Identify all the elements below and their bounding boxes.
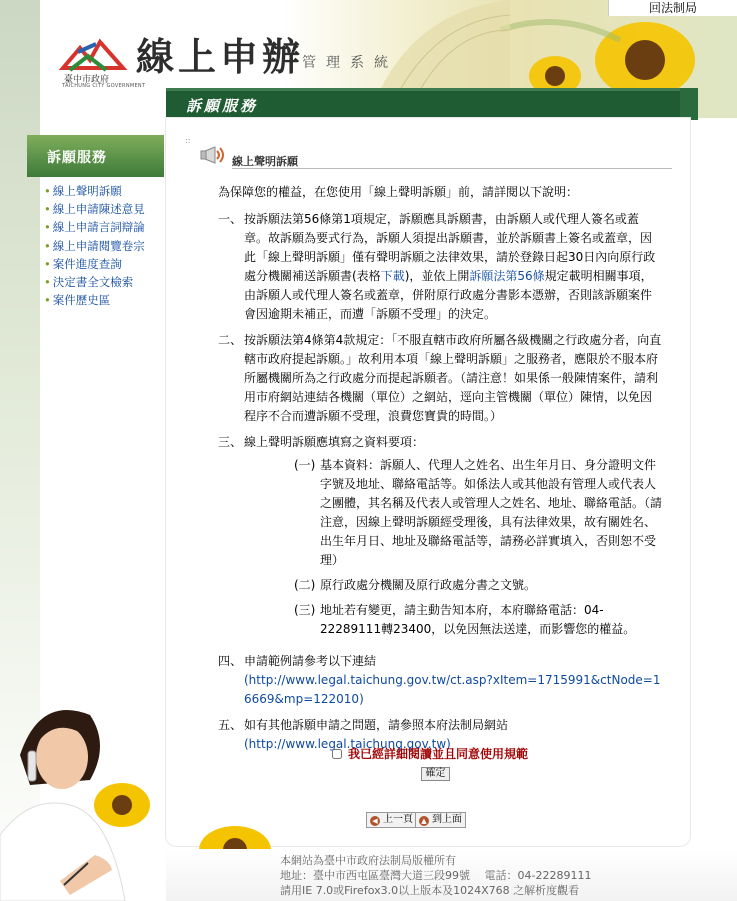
footer-copyright: 本網站為臺中市政府法制局版權所有 — [280, 854, 456, 867]
customer-service-photo — [0, 685, 150, 901]
logo-en-text: TAICHUNG CITY GOVERNMENT — [62, 83, 146, 89]
item-heading: 如有其他訴願申請之問題，請參照本府法制局網站 — [244, 718, 509, 732]
logo-cn-text: 臺中市政府 — [64, 75, 110, 85]
sidebar-item-progress[interactable]: • 案件進度查詢 — [44, 255, 164, 273]
sub-item-text: 地址若有變更，請主動告知本府，本府聯絡電話：04-22289111轉23400，以免因無法送達，而影響您的權益。 — [320, 603, 636, 636]
section-title: 線上聲明訴願 — [232, 155, 298, 168]
to-top-button[interactable] — [415, 812, 466, 828]
sidebar-item-file-review[interactable]: • 線上申請閱覽卷宗 — [44, 237, 164, 255]
footer-browser-note: 請用IE 7.0或Firefox3.0以上版本及1024X768 之解析度觀看 — [280, 884, 580, 897]
sub-item-number: (一) — [294, 458, 316, 472]
instruction-item-3 — [196, 433, 662, 645]
instruction-item-2 — [196, 331, 662, 426]
sidebar-heading-label: 訴願服務 — [47, 150, 107, 166]
book-decoration — [380, 0, 510, 90]
legal-bureau-url-link[interactable]: (http://www.legal.taichung.gov.tw) — [244, 737, 451, 751]
instruction-item-4 — [196, 652, 662, 709]
up-arrow-icon: ▲ — [419, 816, 429, 826]
item-number: 一、 — [218, 212, 243, 226]
example-url-link[interactable]: (http://www.legal.taichung.gov.tw/ct.asp?xItem=1715991&ctNode=16669&mp=122010) — [244, 673, 661, 706]
sub-item-number: (二) — [294, 578, 316, 592]
megaphone-icon — [199, 141, 231, 171]
section-tab-bar — [166, 88, 690, 121]
section-divider — [232, 168, 672, 169]
to-top-label: 到上面 — [432, 814, 462, 825]
sidebar-item-history[interactable]: • 案件歷史區 — [44, 291, 164, 309]
agree-text: 我已經詳細閱讀並且同意使用規範 — [348, 747, 529, 761]
sidebar-menu — [44, 182, 164, 309]
item-text — [244, 433, 662, 645]
item-heading: 線上聲明訴願應填寫之資料要項： — [244, 435, 425, 449]
sub-item-number: (三) — [294, 603, 316, 617]
sidebar-heading — [27, 135, 164, 177]
back-to-legal-bureau-link[interactable]: 回法制局 — [608, 0, 737, 16]
item-text-part: 按訴願法第56條第1項規定，訴願應具訴願書，由訴願人或代理人簽名或蓋章。故訴願為要式行為，訴願人須提出訴願書，並於訴願書上簽名或蓋章，因此「線上聲明訴願」僅有聲明訴願之法律效果，請於登錄日起30日內向原行政處分機關補送訴願書(表格 — [244, 212, 656, 283]
sub-item-text: 基本資料：訴願人、代理人之姓名、出生年月日、身分證明文件字號及地址、聯絡電話等。如係法人或其他設有管理人或代表人之團體，其名稱及代表人或管理人之姓名、地址、聯絡電話。（請注意，因線上聲明訴願經受理後，具有法律效果，故有關姓名、出生年月日、地址及聯絡電話等，請務必詳實填入，否則恕不受理） — [320, 458, 663, 567]
instruction-item-1 — [196, 210, 662, 324]
back-arrow-icon: ◀ — [370, 816, 380, 826]
item-text — [244, 210, 662, 324]
sub-item-text: 原行政處分機關及原行政處分書之文號。 — [320, 578, 537, 592]
item-number: 五、 — [218, 718, 243, 732]
item-text-part: )，並依上開 — [404, 269, 470, 283]
sidebar-item-oral-argument[interactable]: • 線上申請言詞辯論 — [44, 218, 164, 236]
item-heading: 申請範例請參考以下連結 — [244, 654, 377, 668]
section-dots: :: — [185, 136, 191, 145]
item-number: 四、 — [218, 654, 243, 668]
sidebar-item-online-appeal[interactable]: • 線上聲明訴願 — [44, 182, 164, 200]
sub-item — [272, 601, 662, 639]
sidebar-item-decision-search[interactable]: • 決定書全文檢索 — [44, 273, 164, 291]
item-number: 三、 — [218, 435, 243, 449]
agree-checkbox[interactable] — [332, 749, 342, 759]
intro-text: 為保障您的權益，在您使用「線上聲明訴願」前，請詳閱以下說明： — [218, 185, 579, 199]
site-subtitle: 管理系統 — [302, 55, 398, 71]
footer-address: 地址：臺中市西屯區臺灣大道三段99號 電話：04-22289111 — [280, 869, 592, 882]
section-tab-label: 訴願服務 — [186, 97, 259, 115]
appeal-law-article-56-link[interactable]: 訴願法第56條 — [469, 269, 545, 283]
confirm-button[interactable]: 確定 — [421, 767, 450, 781]
prev-page-button[interactable] — [366, 812, 417, 828]
prev-page-label: 上一頁 — [383, 814, 413, 825]
site-title: 線上申辦 — [136, 34, 305, 79]
item-number: 二、 — [218, 333, 243, 347]
page-footer — [280, 853, 720, 898]
item-text — [244, 652, 662, 709]
sidebar-item-statement[interactable]: • 線上申請陳述意見 — [44, 200, 164, 218]
item-text: 按訴願法第4條第4款規定：「不服直轄市政府所屬各級機關之行政處分者，向直轄市政府提起訴願。」故利用本項「線上聲明訴願」之服務者，應限於不服本府所屬機關所為之行政處分而提起訴願者。（請注意！如果係一般陳情案件，請利用市府網站連結各機關（單位）之網站，逕向主管機關（單位）陳情，以免因程序不合而遭訴願不受理，浪費您寶貴的時間。） — [244, 333, 662, 423]
tab-bar-edge — [680, 88, 698, 120]
download-link[interactable]: 下載 — [380, 269, 405, 283]
agree-checkbox-label[interactable] — [332, 745, 528, 762]
instructions — [196, 183, 662, 761]
item-text-part: 規定載明相關事項，由訴願人或代理人簽名或蓋章，併附原行政處分書影本憑辦，否則該訴願案件會因逾期未補正，而遭「訴願不受理」的決定。 — [244, 269, 653, 321]
sub-item — [272, 576, 662, 595]
sub-item — [272, 456, 662, 570]
